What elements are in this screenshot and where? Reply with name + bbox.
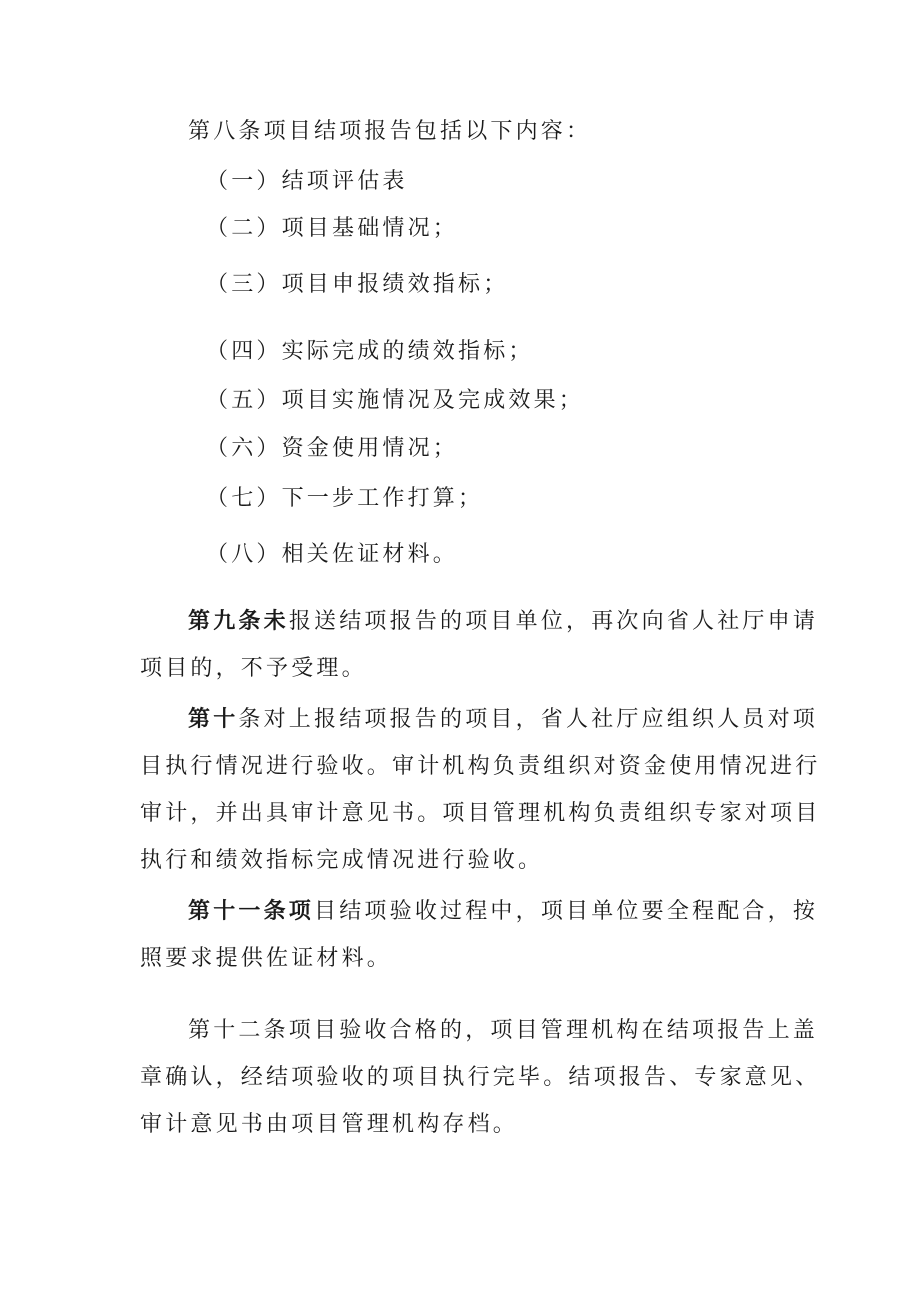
article-10-text: 条对上报结项报告的项目，省人社厅应组织人员对项: [238, 707, 819, 732]
article-10-line-3: 审计，并出具审计意见书。项目管理机构负责组织专家对项目: [140, 801, 821, 826]
article-9-label: 第九条未: [188, 609, 289, 634]
article-12-line-1: 第十二条项目验收合格的，项目管理机构在结项报告上盖: [188, 1018, 819, 1043]
article-8-item-3: （三）项目申报绩效指标；: [206, 272, 509, 297]
article-11-line-2: 照要求提供佐证材料。: [140, 946, 393, 971]
article-10-line-2: 目执行情况进行验收。审计机构负责组织对资金使用情况进行: [140, 754, 821, 779]
article-9-text: 报送结项报告的项目单位，再次向省人社厅申请: [288, 609, 819, 634]
article-11-label: 第十一条项: [188, 899, 315, 924]
article-8-item-4: （四）实际完成的绩效指标；: [206, 339, 534, 364]
article-9-line-2: 项目的，不予受理。: [140, 656, 367, 681]
article-8-item-2: （二）项目基础情况；: [206, 216, 459, 241]
article-10-label: 第十: [188, 707, 239, 732]
article-10-line-1: [188, 705, 818, 735]
article-11-line-1: [188, 897, 818, 927]
article-9-line-1: [188, 607, 818, 637]
article-12-line-3: 审计意见书由项目管理机构存档。: [140, 1112, 519, 1137]
article-8-item-6: （六）资金使用情况；: [206, 436, 459, 461]
article-8-heading: 第八条项目结项报告包括以下内容：: [188, 119, 592, 144]
article-8-item-1: （一）结项评估表: [206, 169, 408, 194]
article-10-line-4: 执行和绩效指标完成情况进行验收。: [140, 848, 544, 873]
article-8-item-7: （七）下一步工作打算；: [206, 486, 484, 511]
article-8-item-5: （五）项目实施情况及完成效果；: [206, 388, 585, 413]
article-12-line-2: 章确认，经结项验收的项目执行完毕。结项报告、专家意见、: [140, 1065, 821, 1090]
article-8-item-8: （八）相关佐证材料。: [206, 542, 459, 567]
article-11-text: 目结项验收过程中，项目单位要全程配合，按: [314, 899, 819, 924]
